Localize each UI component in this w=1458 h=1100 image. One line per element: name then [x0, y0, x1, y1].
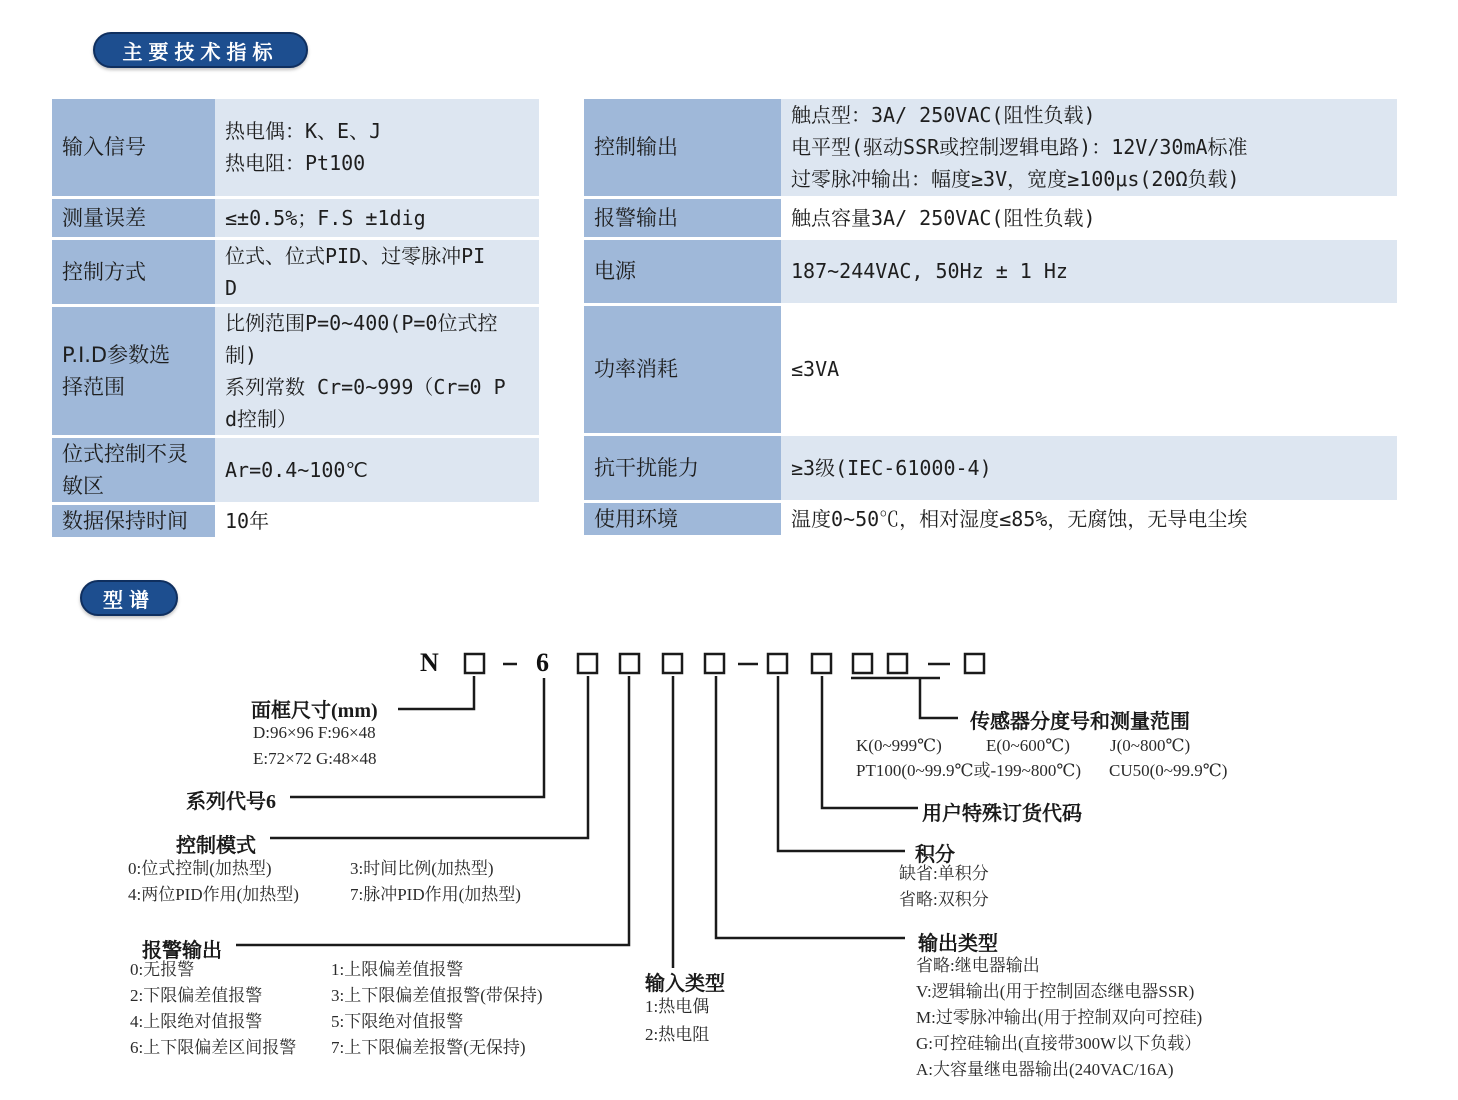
input-type-list — [645, 994, 709, 1048]
spec-key — [52, 305, 215, 436]
panel-size-item: E:72×72 G:48×48 — [253, 749, 377, 768]
spec-row-environment — [584, 501, 1397, 536]
alarm-output-item: 2:下限偏差值报警 — [130, 986, 263, 1005]
spec-value-line: ≥3级(IEC-61000-4) — [791, 455, 992, 480]
output-type-item: 省略:继电器输出 — [916, 956, 1040, 975]
spec-value — [781, 501, 1397, 536]
spec-key: 控制方式 — [52, 238, 215, 305]
input-type-item: 2:热电阻 — [645, 1025, 710, 1044]
alarm-output-item: 1:上限偏差值报警 — [331, 960, 464, 979]
code-prefix: N — [420, 648, 439, 677]
spec-value-line: 温度0~50℃，相对湿度≤85%，无腐蚀，无导电尘埃 — [791, 506, 1248, 531]
spec-value-line: Ar=0.4~100℃ — [225, 457, 368, 482]
control-mode-title: 控制模式 — [176, 835, 256, 857]
spec-value-line: 触点型：3A/ 250VAC(阻性负载) — [791, 103, 1096, 128]
spec-key: 电源 — [584, 238, 781, 304]
panel-size-title: 面框尺寸(mm) — [251, 700, 378, 722]
sensor-item: K(0~999℃) — [856, 736, 942, 755]
spec-value — [781, 238, 1397, 304]
spec-row-data-retention — [52, 503, 539, 538]
special-code-title: 用户特殊订货代码 — [922, 803, 1082, 825]
control-mode-item: 7:脉冲PID作用(加热型) — [350, 885, 521, 904]
spec-key: 输入信号 — [52, 99, 215, 197]
alarm-output-item: 7:上下限偏差报警(无保持) — [331, 1038, 526, 1057]
spec-value — [215, 305, 539, 436]
spec-value — [215, 503, 539, 538]
spec-value-line: D — [225, 275, 238, 300]
spec-value — [215, 436, 539, 503]
spec-table-right — [584, 99, 1397, 538]
output-type-list — [916, 953, 1202, 1083]
code-box — [768, 654, 787, 673]
alarm-output-item: 3:上下限偏差值报警(带保持) — [331, 986, 543, 1005]
alarm-output-list-left — [130, 957, 296, 1061]
spec-value-line: 触点容量3A/ 250VAC(阻性负载) — [791, 205, 1096, 230]
alarm-output-item: 6:上下限偏差区间报警 — [130, 1038, 297, 1057]
sensor-item: PT100(0~99.9℃或-199~800℃) — [856, 761, 1082, 780]
spec-value — [215, 238, 539, 305]
spec-key: 测量误差 — [52, 197, 215, 238]
spec-row-alarm-output — [584, 197, 1397, 238]
alarm-output-list-right — [331, 957, 543, 1061]
spec-value-line: 热电阻：Pt100 — [225, 151, 366, 176]
spec-key: 控制输出 — [584, 99, 781, 197]
spec-key: 使用环境 — [584, 501, 781, 536]
spec-table-left — [52, 99, 539, 540]
spec-row-anti-interference — [584, 434, 1397, 501]
spec-key: 报警输出 — [584, 197, 781, 238]
spec-value-line: 10年 — [225, 508, 270, 533]
code-box — [620, 654, 639, 673]
spec-value-line: 电平型(驱动SSR或控制逻辑电路)：12V/30mA标准 — [791, 135, 1248, 160]
code-box — [965, 654, 984, 673]
output-type-item: A:大容量继电器输出(240VAC/16A) — [916, 1060, 1174, 1079]
spec-value — [215, 197, 539, 238]
spec-value — [781, 434, 1397, 501]
input-type-item: 1:热电偶 — [645, 997, 710, 1016]
input-type-title: 输入类型 — [645, 973, 725, 995]
spec-section-title: 主要技术指标 — [93, 32, 308, 68]
panel-size-list — [253, 720, 377, 772]
spec-row-control-method — [52, 238, 539, 305]
spec-key-line: P.I.D参数选 — [62, 342, 171, 367]
spec-key — [52, 436, 215, 503]
spec-key: 数据保持时间 — [52, 503, 215, 538]
spec-key-line: 敏区 — [62, 473, 104, 498]
control-mode-item: 0:位式控制(加热型) — [128, 859, 272, 878]
sensor-item: J(0~800℃) — [1110, 736, 1191, 755]
spec-row-deadband — [52, 436, 539, 503]
control-mode-list-right — [350, 856, 521, 908]
spec-row-input-signal — [52, 99, 539, 197]
control-mode-item: 4:两位PID作用(加热型) — [128, 885, 299, 904]
spec-row-pid-range — [52, 305, 539, 436]
integral-item: 省略:双积分 — [899, 890, 989, 909]
integral-item: 缺省:单积分 — [899, 864, 989, 883]
panel-size-item: D:96×96 F:96×48 — [253, 723, 376, 742]
code-box — [578, 654, 597, 673]
alarm-output-title: 报警输出 — [142, 940, 222, 962]
sensor-item: E(0~600℃) — [986, 736, 1070, 755]
connector-sensor — [920, 679, 958, 718]
code-box — [853, 654, 872, 673]
spec-value-line: 187~244VAC, 50Hz ± 1 Hz — [791, 259, 1068, 283]
spec-row-measure-error — [52, 197, 539, 238]
code-box — [812, 654, 831, 673]
alarm-output-item: 5:下限绝对值报警 — [331, 1012, 464, 1031]
alarm-output-item: 0:无报警 — [130, 960, 195, 979]
code-box — [705, 654, 724, 673]
spec-value-line: 比例范围P=0~400(P=0位式控 — [225, 310, 498, 335]
spec-key: 抗干扰能力 — [584, 434, 781, 501]
spec-key-line: 位式控制不灵 — [62, 441, 188, 466]
model-section-title: 型谱 — [80, 580, 178, 616]
spec-key-line: 择范围 — [62, 374, 125, 399]
spec-key: 功率消耗 — [584, 304, 781, 434]
series-code-title: 系列代号6 — [186, 791, 276, 813]
integral-title: 积分 — [915, 844, 955, 866]
control-mode-list-left — [128, 856, 299, 908]
spec-value — [781, 304, 1397, 434]
spec-value-line: 过零脉冲输出：幅度≥3V，宽度≥100μs(20Ω负载) — [791, 167, 1240, 192]
spec-value — [781, 99, 1397, 197]
code-box — [888, 654, 907, 673]
spec-row-control-output — [584, 99, 1397, 197]
spec-value — [215, 99, 539, 197]
spec-value-line: 制) — [225, 342, 258, 367]
sensor-title: 传感器分度号和测量范围 — [970, 711, 1190, 733]
sensor-item: CU50(0~99.9℃) — [1109, 761, 1228, 780]
spec-row-power-consumption — [584, 304, 1397, 434]
connector-panel-size — [398, 676, 474, 709]
output-type-item: M:过零脉冲输出(用于控制双向可控硅) — [916, 1008, 1203, 1027]
code-box — [465, 654, 484, 673]
code-box — [663, 654, 682, 673]
integral-list — [899, 861, 989, 913]
spec-value-line: 系列常数 Cr=0~999（Cr=0 P — [225, 374, 506, 399]
code-series-digit: 6 — [536, 648, 549, 677]
output-type-item: G:可控硅输出(直接带300W以下负载） — [916, 1034, 1202, 1053]
spec-value-line: ≤3VA — [791, 357, 840, 381]
control-mode-item: 3:时间比例(加热型) — [350, 859, 494, 878]
output-type-item: V:逻辑输出(用于控制固态继电器SSR) — [916, 982, 1195, 1001]
spec-value-line: 位式、位式PID、过零脉冲PI — [225, 243, 486, 268]
alarm-output-item: 4:上限绝对值报警 — [130, 1012, 263, 1031]
output-type-title: 输出类型 — [918, 933, 998, 955]
spec-value-line: d控制） — [225, 406, 298, 431]
spec-value-line: 热电偶：K、E、J — [225, 119, 382, 144]
spec-row-power-supply — [584, 238, 1397, 304]
spec-value-line: ≤±0.5%；F.S ±1dig — [225, 205, 426, 230]
spec-value — [781, 197, 1397, 238]
